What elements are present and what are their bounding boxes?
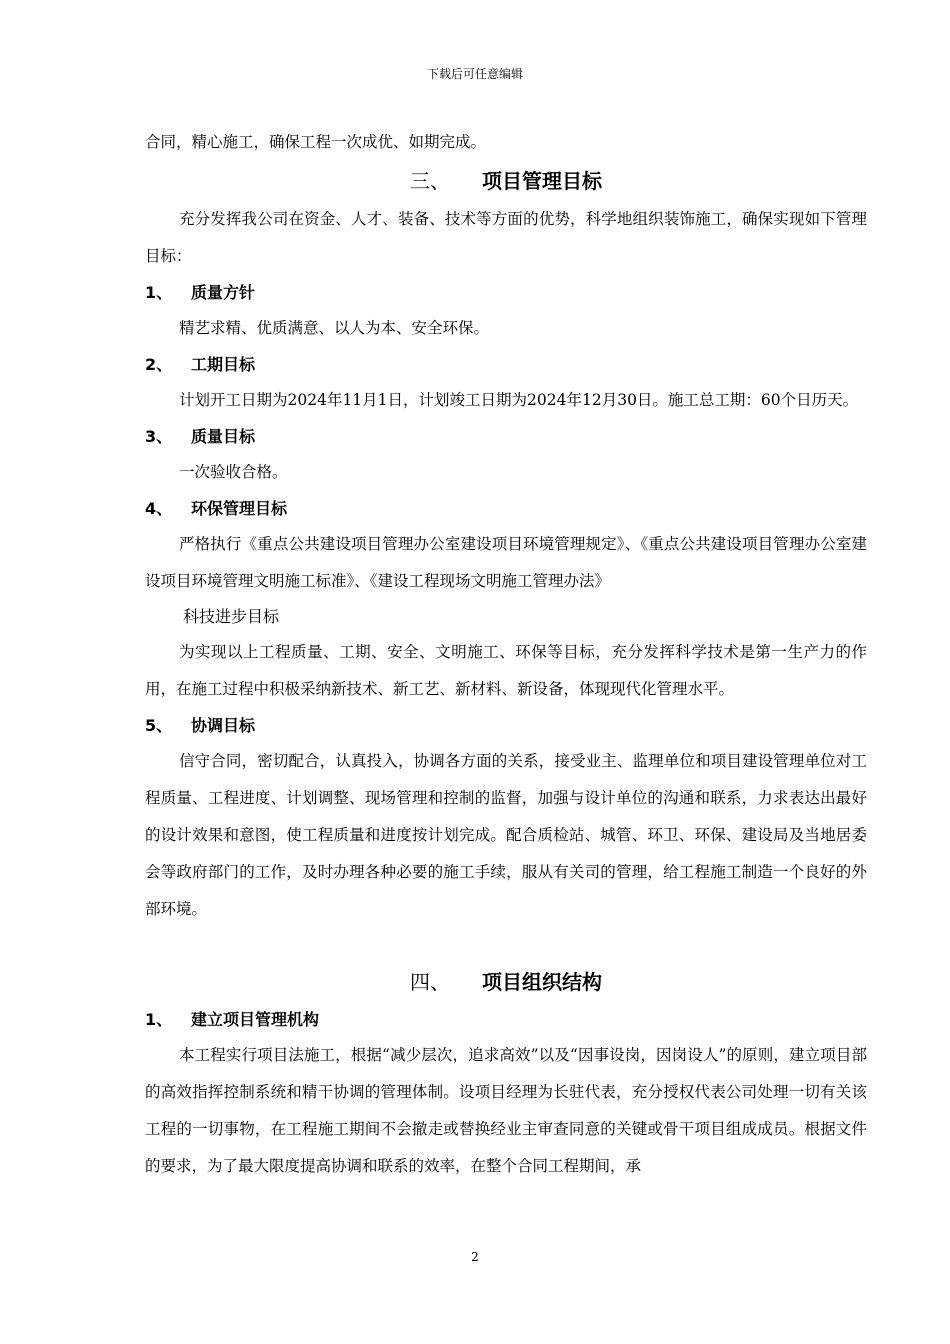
item-1-number: 1、 bbox=[145, 283, 173, 302]
item-1-text: 精艺求精、优质满意、以人为本、安全环保。 bbox=[179, 319, 490, 337]
section-3-heading bbox=[145, 161, 867, 201]
section-4-item-1-heading bbox=[145, 1002, 867, 1037]
item-3-number: 3、 bbox=[145, 427, 173, 446]
section-4-item-1-title: 建立项目管理机构 bbox=[191, 1010, 320, 1029]
item-4-number: 4、 bbox=[145, 499, 173, 518]
section-4-item-1-text: 本工程实行项目法施工，根据“减少层次，追求高效”以及“因事设岗，因岗设人”的原则，建立项目部的高效指挥控制系统和精干协调的管理体制。设项目经理为长驻代表，充分授权代表公司处理一切有关该工程的一切事物，在工程施工期间不会撤走或替换经业主审查同意的关键或骨干项目组成成员。根据文件的要求，为了最大限度提高协调和联系的效率，在整个合同工程期间，承 bbox=[145, 1046, 867, 1175]
section-4-title: 项目组织结构 bbox=[482, 970, 602, 994]
item-4-heading bbox=[145, 491, 867, 526]
section-4-heading bbox=[145, 962, 867, 1002]
section-4-number: 四、 bbox=[410, 970, 450, 994]
item-3-title: 质量目标 bbox=[191, 427, 256, 446]
item-3-text: 一次验收合格。 bbox=[179, 463, 288, 481]
intro-paragraph: 合同，精心施工，确保工程一次成优、如期完成。 bbox=[145, 133, 487, 151]
item-2-number: 2、 bbox=[145, 355, 173, 374]
item-5-number: 5、 bbox=[145, 716, 173, 735]
item-5-title: 协调目标 bbox=[191, 716, 256, 735]
item-2-text: 计划开工日期为2024年11月1日，计划竣工日期为2024年12月30日。施工总工期：60个日历天。 bbox=[179, 391, 859, 409]
tech-heading: 科技进步目标 bbox=[183, 607, 280, 626]
item-4-text: 严格执行《重点公共建设项目管理办公室建设项目环境管理规定》、《重点公共建设项目管理办公室建设项目环境管理文明施工标准》、《建设工程现场文明施工管理办法》 bbox=[145, 535, 867, 590]
page-number: 2 bbox=[471, 1250, 479, 1264]
item-2-title: 工期目标 bbox=[191, 355, 256, 374]
item-3-heading bbox=[145, 419, 867, 454]
item-2-heading bbox=[145, 347, 867, 382]
page-content bbox=[145, 124, 867, 1185]
section-3-number: 三、 bbox=[410, 169, 450, 193]
item-1-title: 质量方针 bbox=[191, 283, 256, 302]
item-4-title: 环保管理目标 bbox=[191, 499, 288, 518]
section-gap bbox=[145, 928, 867, 962]
section-4-item-1-number: 1、 bbox=[145, 1010, 173, 1029]
section-3-title: 项目管理目标 bbox=[482, 169, 602, 193]
tech-text: 为实现以上工程质量、工期、安全、文明施工、环保等目标，充分发挥科学技术是第一生产力的作用，在施工过程中积极采纳新技术、新工艺、新材料、新设备，体现现代化管理水平。 bbox=[145, 643, 867, 698]
item-1-heading bbox=[145, 275, 867, 310]
page-header: 下载后可任意编辑 bbox=[426, 67, 523, 81]
section-3-intro: 充分发挥我公司在资金、人才、装备、技术等方面的优势，科学地组织装饰施工，确保实现如下管理目标： bbox=[145, 210, 867, 265]
item-5-heading bbox=[145, 708, 867, 743]
item-5-text: 信守合同，密切配合，认真投入，协调各方面的关系，接受业主、监理单位和项目建设管理单位对工程质量、工程进度、计划调整、现场管理和控制的监督，加强与设计单位的沟通和联系，力求表达出最好的设计效果和意图，使工程质量和进度按计划完成。配合质检站、城管、环卫、环保、建设局及当地居委会等政府部门的工作，及时办理各种必要的施工手续，服从有关司的管理，给工程施工制造一个良好的外部环境。 bbox=[145, 752, 867, 918]
